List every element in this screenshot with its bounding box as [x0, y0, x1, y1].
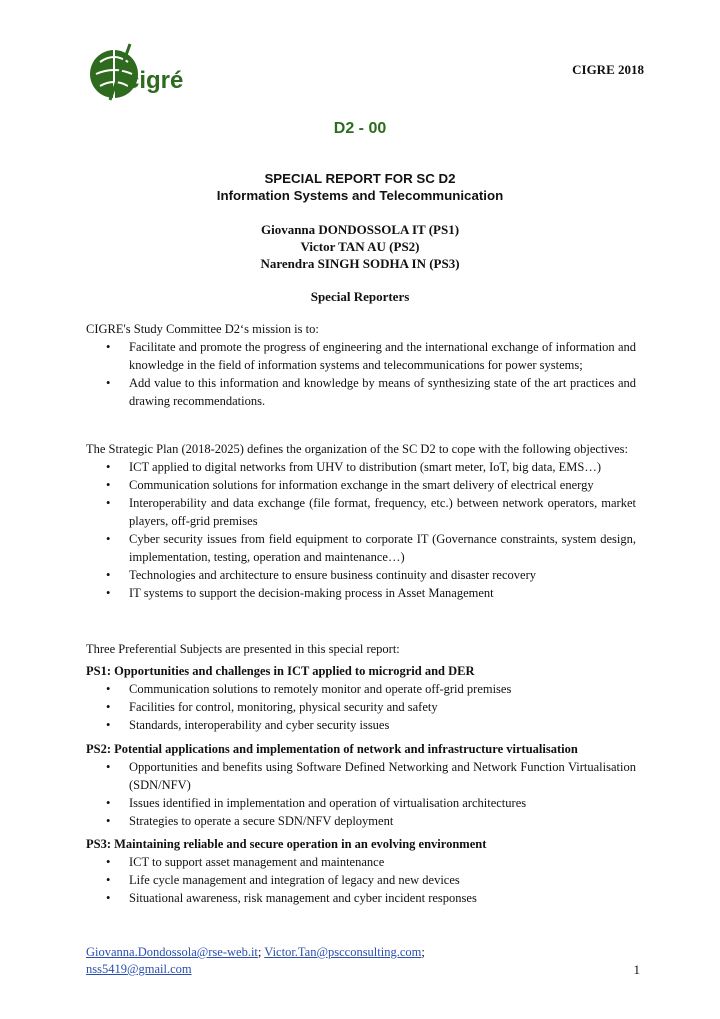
- list-item: • Strategies to operate a secure SDN/NFV deployment: [106, 814, 394, 828]
- bullet-icon: •: [106, 496, 111, 510]
- list-item: • ICT to support asset management and maintenance: [106, 855, 385, 869]
- ps1-list: [86, 680, 636, 734]
- list-item: • Interoperability and data exchange (file format, frequency, etc.) between network operators, market players, off-grid premises: [106, 496, 636, 528]
- bullet-icon: •: [106, 855, 111, 869]
- conference-label: CIGRE 2018: [572, 62, 644, 77]
- mission-intro: CIGRE's Study Committee D2‘s mission is to:: [86, 322, 319, 336]
- bullet-icon: •: [106, 682, 111, 696]
- list-item: • IT systems to support the decision-making process in Asset Management: [106, 586, 494, 600]
- bullet-icon: •: [106, 700, 111, 714]
- bullet-icon: •: [106, 460, 111, 474]
- ps-intro: Three Preferential Subjects are presented in this special report:: [86, 642, 400, 656]
- cigre-logo: [86, 38, 196, 108]
- bullet-icon: •: [106, 568, 111, 582]
- ps1-section: [86, 662, 636, 734]
- strategic-intro: The Strategic Plan (2018-2025) defines the organization of the SC D2 to cope with the following objectives:: [86, 442, 629, 456]
- list-item: • ICT applied to digital networks from UHV to distribution (smart meter, IoT, big data, EMS…): [106, 460, 601, 474]
- bullet-icon: •: [106, 586, 111, 600]
- ps3-title: PS3: Maintaining reliable and secure operation in an evolving environment: [86, 837, 487, 851]
- bullet-icon: •: [106, 718, 111, 732]
- list-item: • Standards, interoperability and cyber security issues: [106, 718, 390, 732]
- list-item: • Technologies and architecture to ensure business continuity and disaster recovery: [106, 568, 536, 582]
- bullet-icon: •: [106, 760, 111, 774]
- email-link-tan[interactable]: Victor.Tan@pscconsulting.com: [264, 945, 422, 959]
- list-item: • Add value to this information and knowledge by means of synthesizing state of the art practices and drawing recommendations.: [106, 376, 636, 408]
- bullet-icon: •: [106, 376, 111, 390]
- list-item: • Facilitate and promote the progress of engineering and the international exchange of information and knowledge in the field of information systems and telecommunications for power systems;: [106, 340, 636, 372]
- list-item: • Opportunities and benefits using Software Defined Networking and Network Function Virtualisation (SDN/NFV): [106, 760, 636, 792]
- special-reporters-label: Special Reporters: [310, 289, 410, 304]
- bullet-icon: •: [106, 796, 111, 810]
- bullet-icon: •: [106, 873, 111, 887]
- email-separator: ;: [421, 945, 425, 959]
- list-item: • Situational awareness, risk management and cyber incident responses: [106, 891, 477, 905]
- ps2-title: PS2: Potential applications and implementation of network and infrastructure virtualisation: [86, 742, 578, 756]
- document-code: D2 - 00: [333, 120, 387, 137]
- ps2-list: [86, 758, 636, 830]
- list-item: • Life cycle management and integration of legacy and new devices: [106, 873, 460, 887]
- list-item: • Communication solutions to remotely monitor and operate off-grid premises: [106, 682, 512, 696]
- email-separator: ;: [257, 945, 262, 959]
- strategic-section: [86, 440, 636, 602]
- list-item: • Communication solutions for information exchange in the smart delivery of electrical energy: [106, 478, 594, 492]
- page-number: 1: [633, 962, 640, 977]
- report-subtitle: Information Systems and Telecommunication: [216, 188, 504, 203]
- list-item: • Cyber security issues from field equipment to corporate IT (Governance constraints, system design, implementation, testing, operation and maintenance…): [106, 532, 636, 564]
- bullet-icon: •: [106, 478, 111, 492]
- bullet-icon: •: [106, 814, 111, 828]
- mission-section: [86, 320, 636, 410]
- ps3-section: [86, 835, 636, 907]
- email-link-dondossola[interactable]: Giovanna.Dondossola@rse-web.it: [86, 945, 258, 959]
- bullet-icon: •: [106, 532, 111, 546]
- author-2: Victor TAN AU (PS2): [300, 239, 420, 254]
- bullet-icon: •: [106, 891, 111, 905]
- email-link-sodha[interactable]: nss5419@gmail.com: [86, 962, 192, 976]
- report-title: SPECIAL REPORT FOR SC D2: [264, 171, 456, 186]
- bullet-icon: •: [106, 340, 111, 354]
- strategic-list: [86, 458, 636, 602]
- svg-text:cigré: cigré: [126, 67, 184, 94]
- list-item: • Facilities for control, monitoring, physical security and safety: [106, 700, 438, 714]
- list-item: • Issues identified in implementation and operation of virtualisation architectures: [106, 796, 527, 810]
- author-1: Giovanna DONDOSSOLA IT (PS1): [260, 222, 460, 237]
- footer-emails: [86, 944, 425, 978]
- ps1-title: PS1: Opportunities and challenges in ICT applied to microgrid and DER: [86, 664, 475, 678]
- ps3-list: [86, 853, 636, 907]
- ps2-section: [86, 740, 636, 830]
- mission-list: [86, 338, 636, 410]
- author-3: Narendra SINGH SODHA IN (PS3): [260, 256, 460, 271]
